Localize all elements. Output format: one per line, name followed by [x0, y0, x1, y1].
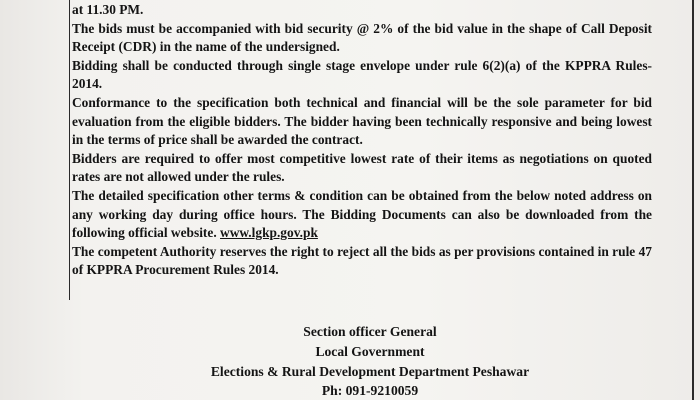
right-border-line [692, 0, 694, 400]
website-link[interactable]: www.lgkp.gov.pk [220, 225, 318, 241]
left-border-line [69, 0, 70, 300]
notice-paragraph-bidding-procedure: Bidding shall be conducted through single stage envelope under rule 6(2)(a) of the KPPRA Rules- 2014. [72, 57, 652, 92]
notice-fragment-top: at 11.30 PM. [72, 2, 144, 17]
notice-paragraph-evaluation: Conformance to the specification both technical and financial will be the sole parameter for bid evaluation from the eligible bidders. The bidder having been technically responsive and being lowest in the terms of price shall be awarded the contract. [72, 94, 652, 148]
notice-body [72, 0, 652, 280]
notice-paragraph-documents-text: The detailed specification other terms & condition can be obtained from the below noted address on any working day during office hours. The Bidding Documents can also be downloaded from the following official website. [72, 187, 652, 241]
notice-paragraph-documents [72, 187, 652, 243]
signature-phone: Ph: 091-9210059 [321, 383, 419, 398]
notice-paragraph-bid-security: The bids must be accompanied with bid security @ 2% of the bid value in the shape of Call Deposit Receipt (CDR) in the name of the undersigned. [72, 20, 652, 55]
signature-office: Local Government [315, 344, 425, 359]
notice-paragraph-rejection-right: The competent Authority reserves the right to reject all the bids as per provisions contained in rule 47 of KPPRA Procurement Rules 2014. [72, 243, 652, 278]
signature-department: Elections & Rural Development Department Peshawar [210, 364, 530, 379]
signature-title: Section officer General [303, 324, 437, 339]
notice-paragraph-competitive-rates: Bidders are required to offer most competitive lowest rate of their items as negotiations on quoted rates are not allowed under the rules. [72, 150, 652, 185]
